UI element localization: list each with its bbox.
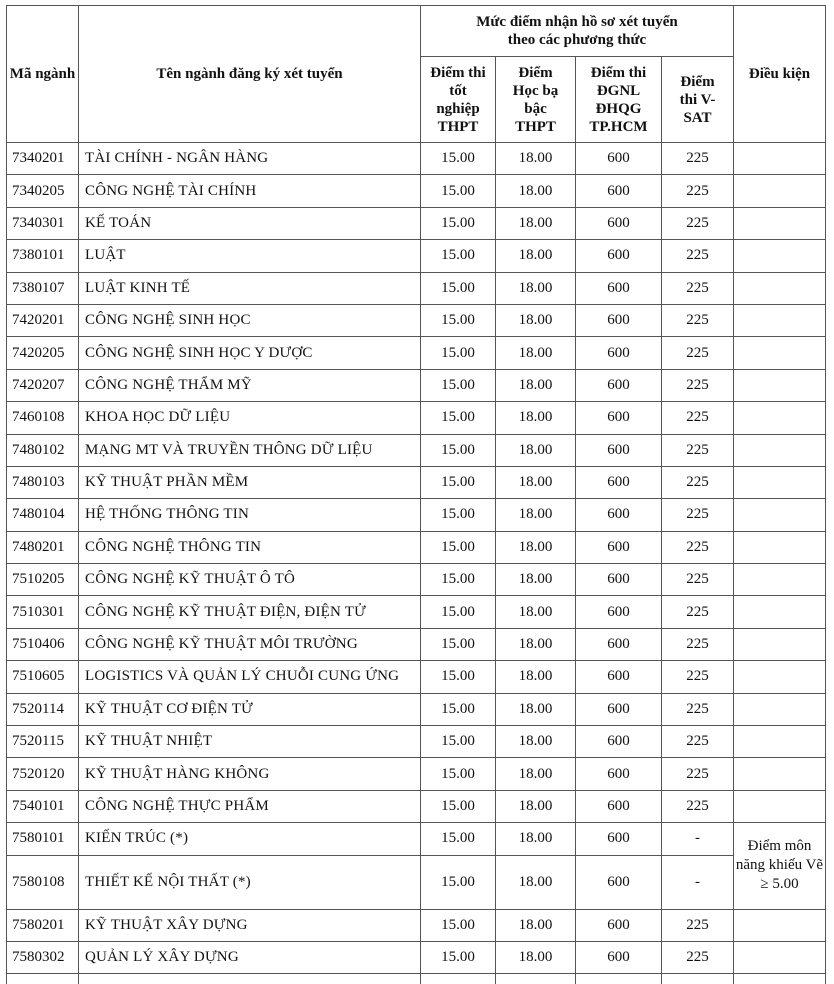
- score-hocba: 18.00: [496, 337, 576, 369]
- major-name: CÔNG NGHỆ SINH HỌC: [79, 304, 421, 336]
- major-name: LUẬT: [79, 240, 421, 272]
- score-dgnl: 600: [576, 304, 662, 336]
- major-code: 7480103: [7, 466, 79, 498]
- condition-empty: [734, 758, 826, 790]
- table-row: [7, 240, 826, 272]
- score-vsat: 225: [662, 402, 734, 434]
- table-row: [7, 823, 826, 855]
- score-dgnl: 600: [576, 564, 662, 596]
- table-row: [7, 402, 826, 434]
- score-dgnl: 600: [576, 240, 662, 272]
- score-hocba: 18.00: [496, 402, 576, 434]
- score-vsat: 225: [662, 143, 734, 175]
- score-dgnl: 600: [576, 531, 662, 563]
- score-vsat: 225: [662, 207, 734, 239]
- table-row: [7, 175, 826, 207]
- score-thpt: 15.00: [421, 941, 496, 973]
- condition-empty: [734, 434, 826, 466]
- score-thpt: 15.00: [421, 823, 496, 855]
- score-dgnl: 600: [576, 909, 662, 941]
- major-code: 7480102: [7, 434, 79, 466]
- major-name: KỸ THUẬT NHIỆT: [79, 726, 421, 758]
- condition-empty: [734, 304, 826, 336]
- score-dgnl: 600: [576, 434, 662, 466]
- score-dgnl: 600: [576, 207, 662, 239]
- major-code: 7420205: [7, 337, 79, 369]
- major-code: 7520114: [7, 693, 79, 725]
- header-dieu-kien: Điều kiện: [734, 6, 826, 143]
- table-row: [7, 143, 826, 175]
- score-vsat: 225: [662, 240, 734, 272]
- score-dgnl: 600: [576, 272, 662, 304]
- table-row: [7, 499, 826, 531]
- table-row: [7, 693, 826, 725]
- major-code: 7340201: [7, 143, 79, 175]
- score-hocba: 18.00: [496, 790, 576, 822]
- score-thpt: 15.00: [421, 909, 496, 941]
- major-name: KIẾN TRÚC (*): [79, 823, 421, 855]
- condition-empty: [734, 175, 826, 207]
- score-thpt: 15.00: [421, 790, 496, 822]
- score-vsat: 225: [662, 941, 734, 973]
- score-thpt: 15.00: [421, 240, 496, 272]
- score-dgnl: 600: [576, 402, 662, 434]
- major-name: QUẢN LÝ XÂY DỰNG: [79, 941, 421, 973]
- condition-empty: [734, 564, 826, 596]
- score-thpt: 15.00: [421, 596, 496, 628]
- score-hocba: 18.00: [496, 596, 576, 628]
- score-vsat: 225: [662, 337, 734, 369]
- score-vsat: 225: [662, 790, 734, 822]
- condition-empty: [734, 628, 826, 660]
- score-hocba: 18.00: [496, 823, 576, 855]
- score-vsat: 225: [662, 693, 734, 725]
- table-row: [7, 531, 826, 563]
- header-thpt: Điểm thi tốt nghiệp THPT: [421, 57, 496, 143]
- major-name: LUẬT KINH TẾ: [79, 272, 421, 304]
- score-thpt: 15.00: [421, 531, 496, 563]
- score-dgnl: 600: [576, 143, 662, 175]
- table-row: [7, 596, 826, 628]
- score-hocba: 18.00: [496, 564, 576, 596]
- score-thpt: 15.00: [421, 175, 496, 207]
- major-name: TÀI CHÍNH - NGÂN HÀNG: [79, 143, 421, 175]
- table-row: [7, 434, 826, 466]
- table-row: [7, 564, 826, 596]
- score-hocba: 18.00: [496, 499, 576, 531]
- table-row: [7, 909, 826, 941]
- major-name: THIẾT KẾ NỘI THẤT (*): [79, 855, 421, 909]
- score-hocba: 18.00: [496, 941, 576, 973]
- major-code: 7580101: [7, 823, 79, 855]
- condition-empty: [734, 499, 826, 531]
- major-code: 7580201: [7, 909, 79, 941]
- major-code: 7540101: [7, 790, 79, 822]
- major-name: CÔNG NGHỆ KỸ THUẬT ĐIỆN, ĐIỆN TỬ: [79, 596, 421, 628]
- major-name: CÔNG NGHỆ TÀI CHÍNH: [79, 175, 421, 207]
- score-vsat: -: [662, 855, 734, 909]
- score-vsat: 225: [662, 175, 734, 207]
- score-hocba: 18.00: [496, 143, 576, 175]
- score-hocba: 18.00: [496, 175, 576, 207]
- score-dgnl: 600: [576, 855, 662, 909]
- major-code: 7510301: [7, 596, 79, 628]
- condition-empty: [734, 240, 826, 272]
- score-dgnl: 600: [576, 790, 662, 822]
- major-name: KỸ THUẬT HÀNG KHÔNG: [79, 758, 421, 790]
- major-code: 7340301: [7, 207, 79, 239]
- score-dgnl: 600: [576, 661, 662, 693]
- major-code: 7510406: [7, 628, 79, 660]
- score-thpt: 15.00: [421, 758, 496, 790]
- score-hocba: 18.00: [496, 628, 576, 660]
- header-ma-nganh: Mã ngành: [7, 6, 79, 143]
- condition-empty: [734, 369, 826, 401]
- major-name: KHOA HỌC DỮ LIỆU: [79, 402, 421, 434]
- score-thpt: 15.00: [421, 402, 496, 434]
- score-thpt: 15.00: [421, 726, 496, 758]
- score-hocba: 18.00: [496, 304, 576, 336]
- major-code: 7520120: [7, 758, 79, 790]
- score-vsat: -: [662, 823, 734, 855]
- major-code: 7510205: [7, 564, 79, 596]
- major-code: 7520115: [7, 726, 79, 758]
- table-row: [7, 758, 826, 790]
- table-row: [7, 272, 826, 304]
- score-vsat: 225: [662, 369, 734, 401]
- score-vsat: 225: [662, 434, 734, 466]
- score-thpt: 15.00: [421, 434, 496, 466]
- major-name: KỸ THUẬT PHẦN MỀM: [79, 466, 421, 498]
- major-code: 7460108: [7, 402, 79, 434]
- major-code: 7380107: [7, 272, 79, 304]
- score-vsat: 225: [662, 499, 734, 531]
- score-dgnl: 600: [576, 726, 662, 758]
- score-hocba: 18.00: [496, 855, 576, 909]
- major-name: MẠNG MT VÀ TRUYỀN THÔNG DỮ LIỆU: [79, 434, 421, 466]
- score-thpt: 15.00: [421, 369, 496, 401]
- header-vsat: Điểm thi V-SAT: [662, 57, 734, 143]
- score-dgnl: 600: [576, 337, 662, 369]
- score-hocba: 18.00: [496, 466, 576, 498]
- score-thpt: 15.00: [421, 855, 496, 909]
- score-hocba: 18.00: [496, 909, 576, 941]
- score-vsat: 225: [662, 909, 734, 941]
- major-code: 7510605: [7, 661, 79, 693]
- score-thpt: 15.00: [421, 661, 496, 693]
- score-dgnl: 600: [576, 466, 662, 498]
- condition-note: Điểm môn năng khiếu Vẽ ≥ 5.00: [734, 823, 826, 909]
- score-thpt: 15.00: [421, 628, 496, 660]
- table-row: [7, 661, 826, 693]
- header-group: Mức điểm nhận hồ sơ xét tuyển theo các phương thức: [421, 6, 734, 57]
- score-thpt: 15.00: [421, 564, 496, 596]
- table-row: [7, 207, 826, 239]
- score-dgnl: 600: [576, 499, 662, 531]
- score-hocba: 18.00: [496, 661, 576, 693]
- major-name: CÔNG NGHỆ THẨM MỸ: [79, 369, 421, 401]
- major-code: 7480104: [7, 499, 79, 531]
- table-row: [7, 941, 826, 973]
- score-thpt: 15.00: [421, 143, 496, 175]
- major-code: 7480201: [7, 531, 79, 563]
- condition-empty: [734, 726, 826, 758]
- score-hocba: 18.00: [496, 207, 576, 239]
- major-name: KỸ THUẬT CƠ ĐIỆN TỬ: [79, 693, 421, 725]
- major-code: 7580302: [7, 941, 79, 973]
- table-row: [7, 726, 826, 758]
- header-hocba: Điểm Học bạ bậc THPT: [496, 57, 576, 143]
- score-vsat: 225: [662, 596, 734, 628]
- condition-empty: [734, 909, 826, 941]
- score-thpt: 15.00: [421, 337, 496, 369]
- score-hocba: 18.00: [496, 272, 576, 304]
- major-name: KẾ TOÁN: [79, 207, 421, 239]
- score-thpt: 15.00: [421, 272, 496, 304]
- score-hocba: 18.00: [496, 434, 576, 466]
- score-dgnl: 600: [576, 596, 662, 628]
- admission-score-table: [6, 5, 826, 984]
- table-row: [7, 369, 826, 401]
- score-vsat: 225: [662, 726, 734, 758]
- score-hocba: 18.00: [496, 693, 576, 725]
- major-name: CÔNG NGHỆ KỸ THUẬT MÔI TRƯỜNG: [79, 628, 421, 660]
- score-vsat: 225: [662, 531, 734, 563]
- major-name: CÔNG NGHỆ THỰC PHẨM: [79, 790, 421, 822]
- header-ten-nganh: Tên ngành đăng ký xét tuyển: [79, 6, 421, 143]
- major-name: CÔNG NGHỆ SINH HỌC Y DƯỢC: [79, 337, 421, 369]
- condition-empty: [734, 531, 826, 563]
- table-row: [7, 855, 826, 909]
- table-row: [7, 304, 826, 336]
- score-dgnl: 600: [576, 941, 662, 973]
- table-row: [7, 337, 826, 369]
- score-hocba: 18.00: [496, 758, 576, 790]
- condition-empty: [734, 402, 826, 434]
- major-name: KỸ THUẬT XÂY DỰNG: [79, 909, 421, 941]
- condition-empty: [734, 466, 826, 498]
- score-vsat: 225: [662, 564, 734, 596]
- major-code: 7580108: [7, 855, 79, 909]
- condition-empty: [734, 661, 826, 693]
- major-code: 7420207: [7, 369, 79, 401]
- score-vsat: 225: [662, 304, 734, 336]
- condition-empty: [734, 941, 826, 973]
- major-code: 7340205: [7, 175, 79, 207]
- major-code: 7420201: [7, 304, 79, 336]
- score-vsat: 225: [662, 661, 734, 693]
- score-dgnl: 600: [576, 823, 662, 855]
- score-dgnl: 600: [576, 369, 662, 401]
- condition-empty: [734, 143, 826, 175]
- score-thpt: 15.00: [421, 304, 496, 336]
- score-thpt: 15.00: [421, 693, 496, 725]
- condition-empty: [734, 207, 826, 239]
- score-hocba: 18.00: [496, 726, 576, 758]
- score-hocba: 18.00: [496, 240, 576, 272]
- score-dgnl: 600: [576, 758, 662, 790]
- score-thpt: 15.00: [421, 207, 496, 239]
- condition-empty: [734, 272, 826, 304]
- condition-empty: [734, 790, 826, 822]
- score-vsat: 225: [662, 272, 734, 304]
- major-name: CÔNG NGHỆ KỸ THUẬT Ô TÔ: [79, 564, 421, 596]
- table-row: [7, 790, 826, 822]
- condition-empty: [734, 693, 826, 725]
- header-dgnl: Điểm thi ĐGNL ĐHQG TP.HCM: [576, 57, 662, 143]
- score-vsat: 225: [662, 628, 734, 660]
- major-code: 7380101: [7, 240, 79, 272]
- score-dgnl: 600: [576, 693, 662, 725]
- score-hocba: 18.00: [496, 531, 576, 563]
- major-name: CÔNG NGHỆ THÔNG TIN: [79, 531, 421, 563]
- score-vsat: 225: [662, 466, 734, 498]
- score-thpt: 15.00: [421, 499, 496, 531]
- score-dgnl: 600: [576, 175, 662, 207]
- score-hocba: 18.00: [496, 369, 576, 401]
- table-row: [7, 466, 826, 498]
- score-thpt: 15.00: [421, 466, 496, 498]
- major-name: LOGISTICS VÀ QUẢN LÝ CHUỖI CUNG ỨNG: [79, 661, 421, 693]
- score-dgnl: 600: [576, 628, 662, 660]
- table-body: [7, 143, 826, 984]
- table-row: [7, 628, 826, 660]
- condition-empty: [734, 596, 826, 628]
- condition-empty: [734, 337, 826, 369]
- major-name: HỆ THỐNG THÔNG TIN: [79, 499, 421, 531]
- score-vsat: 225: [662, 758, 734, 790]
